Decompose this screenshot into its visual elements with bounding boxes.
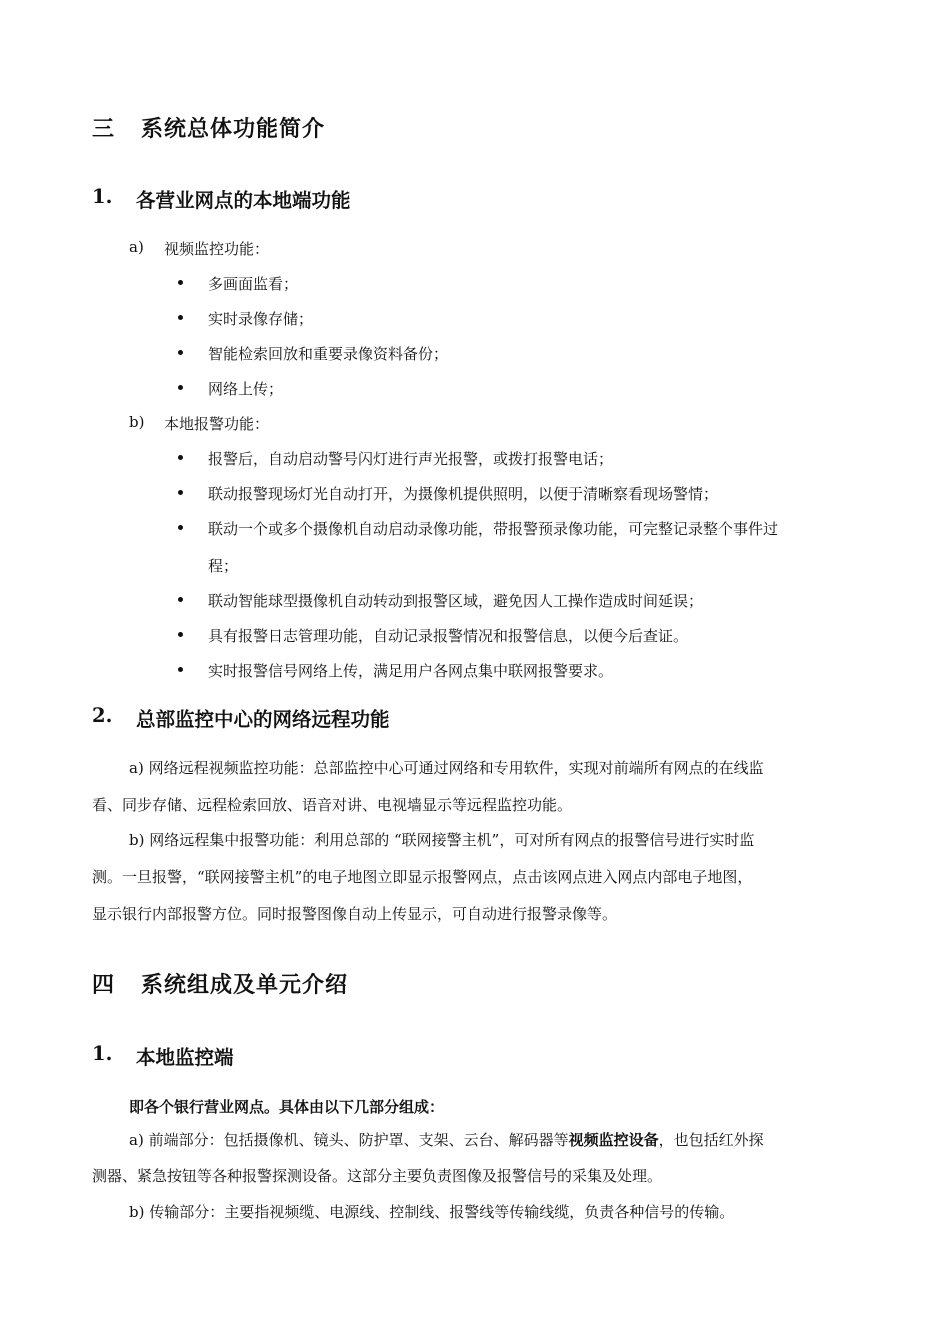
subsection-1-number: 1. bbox=[92, 185, 113, 208]
bullet-icon bbox=[178, 632, 183, 637]
list-marker-b: b) bbox=[129, 413, 145, 431]
paragraph-line bbox=[129, 1129, 764, 1150]
list-item-continuation: 程； bbox=[208, 557, 239, 575]
list-item: 实时录像存储； bbox=[208, 310, 314, 328]
subsection-2-number: 2. bbox=[92, 704, 113, 727]
section-4-number: 四 bbox=[92, 972, 116, 998]
bullet-icon bbox=[178, 597, 183, 602]
bullet-icon bbox=[178, 280, 183, 285]
paragraph-line: 显示银行内部报警方位。同时报警图像自动上传显示，可自动进行报警录像等。 bbox=[92, 905, 618, 923]
paragraph-line: a) 网络远程视频监控功能：总部监控中心可通过网络和专用软件，实现对前端所有网点的在线监 bbox=[129, 759, 764, 777]
bold-term: 视频监控设备 bbox=[568, 1131, 659, 1149]
list-item: 具有报警日志管理功能，自动记录报警情况和报警信息，以便今后查证。 bbox=[208, 627, 689, 645]
list-item: 实时报警信号网络上传，满足用户各网点集中联网报警要求。 bbox=[208, 662, 614, 680]
list-label-alarm: 本地报警功能： bbox=[164, 415, 270, 433]
list-item: 联动智能球型摄像机自动转动到报警区域，避免因人工操作造成时间延误； bbox=[208, 592, 704, 610]
list-item: 报警后，自动启动警号闪灯进行声光报警，或拨打报警电话； bbox=[208, 450, 614, 468]
bullet-icon bbox=[178, 385, 183, 390]
paragraph-line: b) 网络远程集中报警功能：利用总部的 “联网接警主机”，可对所有网点的报警信号进行实时监 bbox=[129, 831, 755, 849]
list-item: 智能检索回放和重要录像资料备份； bbox=[208, 345, 449, 363]
section-3-title: 系统总体功能简介 bbox=[141, 116, 326, 142]
bullet-icon bbox=[178, 315, 183, 320]
bullet-icon bbox=[178, 667, 183, 672]
list-item: 联动一个或多个摄像机自动启动录像功能，带报警预录像功能，可完整记录整个事件过 bbox=[208, 520, 779, 538]
list-item: 多画面监看； bbox=[208, 275, 299, 293]
subsection-4-1-number: 1. bbox=[92, 1042, 113, 1065]
list-marker-a: a) bbox=[129, 238, 144, 256]
section-3-number: 三 bbox=[92, 116, 116, 142]
paragraph-line: 测器、紧急按钮等各种报警探测设备。这部分主要负责图像及报警信号的采集及处理。 bbox=[92, 1167, 663, 1185]
list-item: 联动报警现场灯光自动打开，为摄像机提供照明，以便于清晰察看现场警情； bbox=[208, 485, 719, 503]
subsection-4-1-title: 本地监控端 bbox=[136, 1046, 234, 1069]
bullet-icon bbox=[178, 525, 183, 530]
list-item: 网络上传； bbox=[208, 380, 284, 398]
paragraph-text: a) 前端部分：包括摄像机、镜头、防护罩、支架、云台、解码器等 bbox=[129, 1131, 569, 1149]
bullet-icon bbox=[178, 455, 183, 460]
paragraph-line: b) 传输部分：主要指视频缆、电源线、控制线、报警线等传输线缆，负责各种信号的传输。 bbox=[129, 1203, 735, 1221]
paragraph-text: ，也包括红外探 bbox=[658, 1131, 764, 1149]
section-4-title: 系统组成及单元介绍 bbox=[141, 972, 349, 998]
intro-paragraph: 即各个银行营业网点。具体由以下几部分组成： bbox=[129, 1098, 445, 1116]
paragraph-line: 看、同步存储、远程检索回放、语音对讲、电视墙显示等远程监控功能。 bbox=[92, 796, 573, 814]
subsection-2-title: 总部监控中心的网络远程功能 bbox=[136, 708, 390, 731]
paragraph-line: 测。一旦报警，“联网接警主机”的电子地图立即显示报警网点，点击该网点进入网点内部电子地图， bbox=[92, 868, 753, 886]
bullet-icon bbox=[178, 490, 183, 495]
subsection-1-title: 各营业网点的本地端功能 bbox=[136, 189, 351, 212]
bullet-icon bbox=[178, 350, 183, 355]
list-label-video: 视频监控功能： bbox=[164, 240, 270, 258]
